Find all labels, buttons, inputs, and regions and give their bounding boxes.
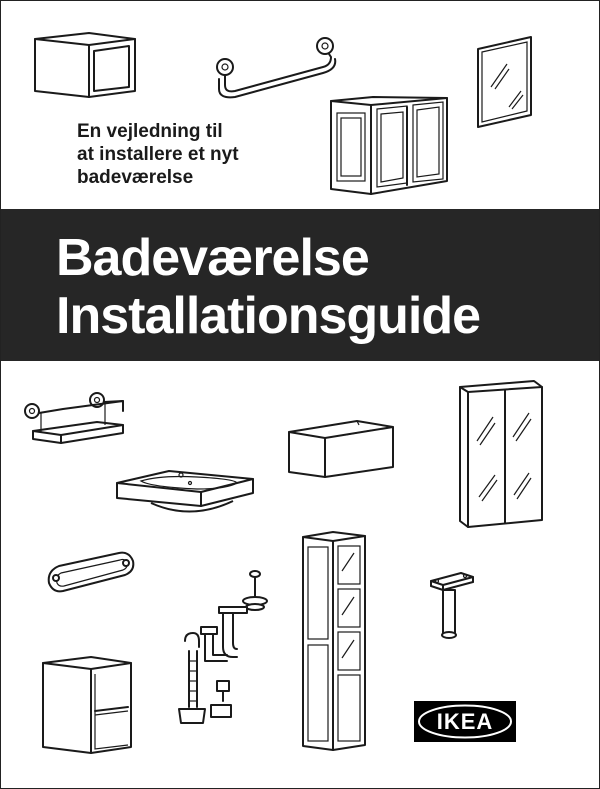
cover-subtitle [77, 120, 317, 189]
drawer-unit-illustration [289, 421, 393, 477]
grab-bar-illustration [49, 553, 134, 592]
tall-cabinet-illustration [303, 532, 365, 750]
ikea-logo [414, 701, 516, 742]
sink-trap-illustration [179, 571, 267, 723]
washbasin-illustration [117, 471, 253, 512]
wall-shelf-illustration [25, 393, 123, 443]
open-cabinet-illustration [35, 33, 135, 97]
open-shelf-unit-illustration [43, 657, 131, 753]
ikea-logo-text: IKEA [436, 709, 494, 734]
subtitle-line-1: En vejledning til [77, 121, 223, 142]
page-title [56, 229, 480, 345]
mirror-cabinet-illustration [460, 381, 542, 527]
mirror-illustration [478, 37, 531, 127]
double-door-vanity-illustration [331, 97, 447, 194]
subtitle-line-2: at installere et nyt [77, 144, 239, 165]
title-line-1: Badeværelse [56, 229, 369, 287]
title-line-2: Installationsguide [56, 287, 481, 345]
title-banner [1, 209, 599, 361]
towel-rail-illustration [217, 38, 335, 97]
subtitle-line-3: badeværelse [77, 167, 194, 188]
furniture-leg-illustration [431, 573, 473, 638]
